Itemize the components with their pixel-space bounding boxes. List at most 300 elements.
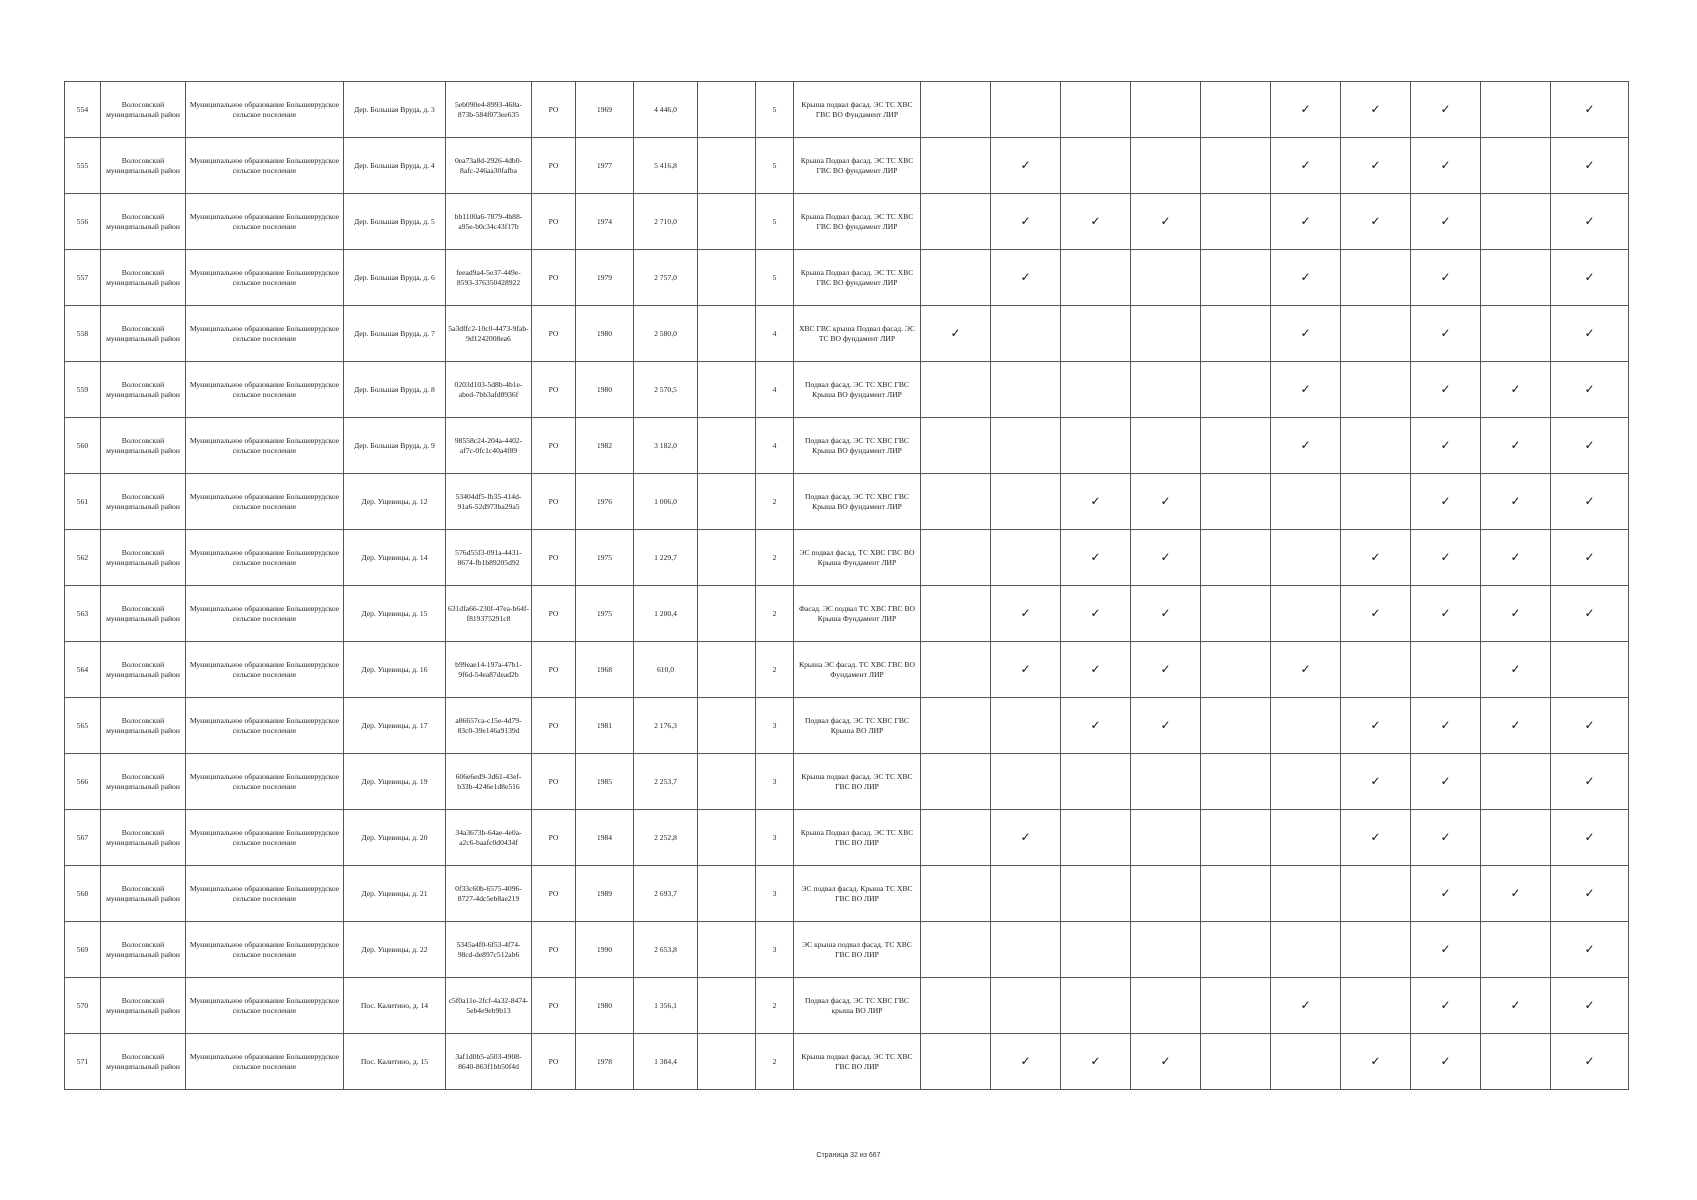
district-cell: Волосовский муниципальный район <box>101 138 186 194</box>
empty-check-cell <box>1481 306 1551 362</box>
empty-check-cell <box>1411 642 1481 698</box>
check-mark-icon: ✓ <box>1271 306 1341 362</box>
works-cell: Подвал фасад. ЭС ТС ХВС ГВС Крыша ВО ЛИР <box>794 698 921 754</box>
type-cell: РО <box>532 698 576 754</box>
empty-check-cell <box>991 82 1061 138</box>
check-mark-icon: ✓ <box>1341 698 1411 754</box>
empty-cell <box>698 754 756 810</box>
empty-check-cell <box>921 810 991 866</box>
type-cell: РО <box>532 810 576 866</box>
table-row <box>65 1034 1629 1090</box>
guid-cell: 98558c24-204a-4402-af7c-0fc1c40a4f89 <box>446 418 532 474</box>
empty-check-cell <box>1341 362 1411 418</box>
empty-check-cell <box>991 418 1061 474</box>
guid-cell: 3af1d0b5-a503-4908-8640-863f1bb50f4d <box>446 1034 532 1090</box>
empty-cell <box>698 866 756 922</box>
empty-check-cell <box>1061 978 1131 1034</box>
check-mark-icon: ✓ <box>1481 978 1551 1034</box>
type-cell: РО <box>532 250 576 306</box>
district-cell: Волосовский муниципальный район <box>101 194 186 250</box>
row-number: 554 <box>65 82 101 138</box>
check-mark-icon: ✓ <box>1411 306 1481 362</box>
type-cell: РО <box>532 1034 576 1090</box>
district-cell: Волосовский муниципальный район <box>101 362 186 418</box>
district-cell: Волосовский муниципальный район <box>101 306 186 362</box>
year-cell: 1974 <box>576 194 634 250</box>
empty-check-cell <box>921 418 991 474</box>
check-mark-icon: ✓ <box>1551 866 1629 922</box>
check-mark-icon: ✓ <box>1271 82 1341 138</box>
check-mark-icon: ✓ <box>1411 474 1481 530</box>
row-number: 565 <box>65 698 101 754</box>
address-cell: Дер. Большая Вруда, д. 5 <box>344 194 446 250</box>
guid-cell: 576d55f3-091a-4431-8674-fb1b89205d92 <box>446 530 532 586</box>
guid-cell: b99eae14-197a-47b1-9f6d-54ea87dead2b <box>446 642 532 698</box>
check-mark-icon: ✓ <box>991 138 1061 194</box>
check-mark-icon: ✓ <box>1061 474 1131 530</box>
check-mark-icon: ✓ <box>1411 1034 1481 1090</box>
empty-check-cell <box>1131 754 1201 810</box>
district-cell: Волосовский муниципальный район <box>101 82 186 138</box>
empty-check-cell <box>1131 866 1201 922</box>
check-mark-icon: ✓ <box>1131 586 1201 642</box>
area-cell: 1 356,1 <box>634 978 698 1034</box>
area-cell: 2 580,0 <box>634 306 698 362</box>
works-cell: Подвал фасад. ЭС ТС ХВС ГВС Крыша ВО фундамент ЛИР <box>794 418 921 474</box>
address-cell: Дер. Большая Вруда, д. 9 <box>344 418 446 474</box>
municipality-cell: Муниципальное образование Большеврудское сельское поселение <box>186 698 344 754</box>
table-row <box>65 530 1629 586</box>
guid-cell: 5a3dffc2-10c0-4473-9fab-9d1242008ea6 <box>446 306 532 362</box>
row-number: 557 <box>65 250 101 306</box>
address-cell: Дер. Большая Вруда, д. 8 <box>344 362 446 418</box>
table-row <box>65 362 1629 418</box>
empty-check-cell <box>1061 362 1131 418</box>
area-cell: 3 182,0 <box>634 418 698 474</box>
empty-check-cell <box>991 754 1061 810</box>
floors-cell: 2 <box>756 978 794 1034</box>
works-cell: Крыша Подвал фасад. ЭС ТС ХВС ГВС ВО фундамент ЛИР <box>794 194 921 250</box>
empty-cell <box>698 82 756 138</box>
empty-cell <box>698 194 756 250</box>
floors-cell: 4 <box>756 362 794 418</box>
year-cell: 1969 <box>576 82 634 138</box>
check-mark-icon: ✓ <box>1341 82 1411 138</box>
empty-check-cell <box>991 698 1061 754</box>
empty-check-cell <box>1481 82 1551 138</box>
check-mark-icon: ✓ <box>1551 82 1629 138</box>
municipality-cell: Муниципальное образование Большеврудское сельское поселение <box>186 418 344 474</box>
address-cell: Дер. Большая Вруда, д. 6 <box>344 250 446 306</box>
year-cell: 1981 <box>576 698 634 754</box>
empty-check-cell <box>921 586 991 642</box>
area-cell: 2 693,7 <box>634 866 698 922</box>
check-mark-icon: ✓ <box>1411 194 1481 250</box>
year-cell: 1968 <box>576 642 634 698</box>
area-cell: 1 006,0 <box>634 474 698 530</box>
empty-cell <box>698 810 756 866</box>
empty-check-cell <box>921 474 991 530</box>
row-number: 567 <box>65 810 101 866</box>
empty-check-cell <box>1201 978 1271 1034</box>
empty-check-cell <box>1271 866 1341 922</box>
municipality-cell: Муниципальное образование Большеврудское сельское поселение <box>186 586 344 642</box>
check-mark-icon: ✓ <box>1341 754 1411 810</box>
empty-check-cell <box>1481 194 1551 250</box>
row-number: 562 <box>65 530 101 586</box>
municipality-cell: Муниципальное образование Большеврудское сельское поселение <box>186 866 344 922</box>
municipality-cell: Муниципальное образование Большеврудское сельское поселение <box>186 194 344 250</box>
empty-check-cell <box>991 362 1061 418</box>
check-mark-icon: ✓ <box>991 1034 1061 1090</box>
check-mark-icon: ✓ <box>1061 194 1131 250</box>
check-mark-icon: ✓ <box>1411 362 1481 418</box>
year-cell: 1980 <box>576 978 634 1034</box>
floors-cell: 4 <box>756 306 794 362</box>
guid-cell: a86657ca-c15e-4d79-83c0-39e146a9139d <box>446 698 532 754</box>
year-cell: 1984 <box>576 810 634 866</box>
guid-cell: 606e6ed9-3d61-43ef-b33b-4246e1d8e516 <box>446 754 532 810</box>
check-mark-icon: ✓ <box>1341 810 1411 866</box>
address-cell: Дер. Ущевицы, д. 12 <box>344 474 446 530</box>
area-cell: 2 757,0 <box>634 250 698 306</box>
district-cell: Волосовский муниципальный район <box>101 754 186 810</box>
empty-check-cell <box>1341 978 1411 1034</box>
type-cell: РО <box>532 530 576 586</box>
check-mark-icon: ✓ <box>1271 978 1341 1034</box>
check-mark-icon: ✓ <box>1131 698 1201 754</box>
empty-cell <box>698 978 756 1034</box>
empty-cell <box>698 362 756 418</box>
table-row <box>65 978 1629 1034</box>
municipality-cell: Муниципальное образование Большеврудское сельское поселение <box>186 474 344 530</box>
row-number: 570 <box>65 978 101 1034</box>
empty-check-cell <box>1201 1034 1271 1090</box>
check-mark-icon: ✓ <box>1411 138 1481 194</box>
empty-check-cell <box>1131 922 1201 978</box>
type-cell: РО <box>532 418 576 474</box>
check-mark-icon: ✓ <box>1271 418 1341 474</box>
year-cell: 1985 <box>576 754 634 810</box>
row-number: 569 <box>65 922 101 978</box>
empty-check-cell <box>1061 250 1131 306</box>
empty-check-cell <box>1271 810 1341 866</box>
empty-cell <box>698 418 756 474</box>
address-cell: Дер. Ущевицы, д. 20 <box>344 810 446 866</box>
empty-check-cell <box>1271 754 1341 810</box>
empty-check-cell <box>921 866 991 922</box>
municipality-cell: Муниципальное образование Большеврудское сельское поселение <box>186 82 344 138</box>
check-mark-icon: ✓ <box>1411 82 1481 138</box>
table-row <box>65 194 1629 250</box>
check-mark-icon: ✓ <box>1481 474 1551 530</box>
area-cell: 1 200,4 <box>634 586 698 642</box>
empty-check-cell <box>1201 138 1271 194</box>
empty-check-cell <box>1061 306 1131 362</box>
check-mark-icon: ✓ <box>1551 810 1629 866</box>
check-mark-icon: ✓ <box>1411 418 1481 474</box>
check-mark-icon: ✓ <box>1061 586 1131 642</box>
empty-check-cell <box>1061 866 1131 922</box>
works-cell: Крыша Подвал фасад. ЭС ТС ХВС ГВС ВО фундамент ЛИР <box>794 138 921 194</box>
empty-check-cell <box>1201 642 1271 698</box>
empty-check-cell <box>1201 586 1271 642</box>
empty-check-cell <box>1271 698 1341 754</box>
empty-check-cell <box>1201 474 1271 530</box>
empty-check-cell <box>921 922 991 978</box>
type-cell: РО <box>532 306 576 362</box>
empty-check-cell <box>1201 82 1271 138</box>
district-cell: Волосовский муниципальный район <box>101 586 186 642</box>
municipality-cell: Муниципальное образование Большеврудское сельское поселение <box>186 138 344 194</box>
year-cell: 1979 <box>576 250 634 306</box>
empty-check-cell <box>1481 1034 1551 1090</box>
empty-check-cell <box>1061 754 1131 810</box>
empty-check-cell <box>1131 418 1201 474</box>
table-row <box>65 754 1629 810</box>
empty-check-cell <box>1131 810 1201 866</box>
check-mark-icon: ✓ <box>1551 250 1629 306</box>
check-mark-icon: ✓ <box>991 194 1061 250</box>
floors-cell: 3 <box>756 810 794 866</box>
check-mark-icon: ✓ <box>1481 698 1551 754</box>
works-cell: Фасад. ЭС подвал ТС ХВС ГВС ВО Крыша Фундамент ЛИР <box>794 586 921 642</box>
municipality-cell: Муниципальное образование Большеврудское сельское поселение <box>186 642 344 698</box>
check-mark-icon: ✓ <box>1411 922 1481 978</box>
district-cell: Волосовский муниципальный район <box>101 698 186 754</box>
empty-check-cell <box>1061 922 1131 978</box>
row-number: 566 <box>65 754 101 810</box>
check-mark-icon: ✓ <box>1481 642 1551 698</box>
check-mark-icon: ✓ <box>991 586 1061 642</box>
municipality-cell: Муниципальное образование Большеврудское сельское поселение <box>186 362 344 418</box>
check-mark-icon: ✓ <box>1271 642 1341 698</box>
check-mark-icon: ✓ <box>1341 1034 1411 1090</box>
area-cell: 2 253,7 <box>634 754 698 810</box>
district-cell: Волосовский муниципальный район <box>101 1034 186 1090</box>
check-mark-icon: ✓ <box>1061 1034 1131 1090</box>
empty-check-cell <box>921 530 991 586</box>
check-mark-icon: ✓ <box>1131 530 1201 586</box>
empty-check-cell <box>1201 866 1271 922</box>
empty-check-cell <box>1481 250 1551 306</box>
row-number: 556 <box>65 194 101 250</box>
table-row <box>65 82 1629 138</box>
municipality-cell: Муниципальное образование Большеврудское сельское поселение <box>186 978 344 1034</box>
guid-cell: 0f33c60b-6575-4096-8727-4dc5eb8ae219 <box>446 866 532 922</box>
empty-check-cell <box>1061 810 1131 866</box>
empty-check-cell <box>991 922 1061 978</box>
row-number: 561 <box>65 474 101 530</box>
floors-cell: 3 <box>756 922 794 978</box>
floors-cell: 4 <box>756 418 794 474</box>
area-cell: 1 229,7 <box>634 530 698 586</box>
works-cell: Крыша подвал фасад. ЭС ТС ХВС ГВС ВО ЛИР <box>794 1034 921 1090</box>
check-mark-icon: ✓ <box>1341 194 1411 250</box>
empty-check-cell <box>1341 418 1411 474</box>
empty-cell <box>698 1034 756 1090</box>
guid-cell: 5eb090e4-8993-468a-873b-584f073ee635 <box>446 82 532 138</box>
empty-check-cell <box>991 530 1061 586</box>
check-mark-icon: ✓ <box>1061 642 1131 698</box>
district-cell: Волосовский муниципальный район <box>101 418 186 474</box>
type-cell: РО <box>532 362 576 418</box>
empty-cell <box>698 474 756 530</box>
address-cell: Дер. Большая Вруда, д. 7 <box>344 306 446 362</box>
year-cell: 1980 <box>576 362 634 418</box>
empty-check-cell <box>1271 530 1341 586</box>
empty-check-cell <box>1481 754 1551 810</box>
year-cell: 1977 <box>576 138 634 194</box>
empty-check-cell <box>921 1034 991 1090</box>
year-cell: 1990 <box>576 922 634 978</box>
table-row <box>65 642 1629 698</box>
municipality-cell: Муниципальное образование Большеврудское сельское поселение <box>186 922 344 978</box>
empty-cell <box>698 922 756 978</box>
empty-check-cell <box>1551 642 1629 698</box>
works-cell: Крыша подвал фасад. ЭС ТС ХВС ГВС ВО Фундамент ЛИР <box>794 82 921 138</box>
check-mark-icon: ✓ <box>1411 698 1481 754</box>
area-cell: 5 416,8 <box>634 138 698 194</box>
works-cell: Подвал фасад. ЭС ТС ХВС ГВС Крыша ВО фундамент ЛИР <box>794 362 921 418</box>
empty-check-cell <box>1341 474 1411 530</box>
year-cell: 1980 <box>576 306 634 362</box>
empty-check-cell <box>921 250 991 306</box>
floors-cell: 5 <box>756 250 794 306</box>
check-mark-icon: ✓ <box>991 810 1061 866</box>
check-mark-icon: ✓ <box>1271 250 1341 306</box>
check-mark-icon: ✓ <box>1551 138 1629 194</box>
empty-check-cell <box>1201 418 1271 474</box>
year-cell: 1975 <box>576 586 634 642</box>
type-cell: РО <box>532 474 576 530</box>
row-number: 555 <box>65 138 101 194</box>
district-cell: Волосовский муниципальный район <box>101 474 186 530</box>
table-row <box>65 306 1629 362</box>
area-cell: 4 446,0 <box>634 82 698 138</box>
empty-cell <box>698 306 756 362</box>
check-mark-icon: ✓ <box>1131 1034 1201 1090</box>
empty-cell <box>698 586 756 642</box>
check-mark-icon: ✓ <box>991 250 1061 306</box>
type-cell: РО <box>532 586 576 642</box>
check-mark-icon: ✓ <box>1551 922 1629 978</box>
empty-cell <box>698 530 756 586</box>
empty-check-cell <box>991 474 1061 530</box>
check-mark-icon: ✓ <box>1061 698 1131 754</box>
area-cell: 2 710,0 <box>634 194 698 250</box>
empty-check-cell <box>921 754 991 810</box>
empty-check-cell <box>1201 250 1271 306</box>
empty-check-cell <box>1271 1034 1341 1090</box>
address-cell: Дер. Большая Вруда, д. 3 <box>344 82 446 138</box>
check-mark-icon: ✓ <box>1481 586 1551 642</box>
works-cell: Крыша ЭС фасад. ТС ХВС ГВС ВО Фундамент ЛИР <box>794 642 921 698</box>
guid-cell: bb1100a6-7879-4b88-a95e-b0c34c43f17b <box>446 194 532 250</box>
district-cell: Волосовский муниципальный район <box>101 866 186 922</box>
guid-cell: 631dfa66-230f-47ea-b64f-f819375291c8 <box>446 586 532 642</box>
address-cell: Дер. Большая Вруда, д. 4 <box>344 138 446 194</box>
empty-check-cell <box>991 978 1061 1034</box>
address-cell: Пос. Калитино, д. 14 <box>344 978 446 1034</box>
floors-cell: 2 <box>756 530 794 586</box>
district-cell: Волосовский муниципальный район <box>101 810 186 866</box>
check-mark-icon: ✓ <box>1551 698 1629 754</box>
empty-check-cell <box>1201 698 1271 754</box>
check-mark-icon: ✓ <box>1341 586 1411 642</box>
row-number: 563 <box>65 586 101 642</box>
check-mark-icon: ✓ <box>1131 474 1201 530</box>
check-mark-icon: ✓ <box>991 642 1061 698</box>
address-cell: Дер. Ущевицы, д. 14 <box>344 530 446 586</box>
type-cell: РО <box>532 866 576 922</box>
empty-check-cell <box>1061 82 1131 138</box>
row-number: 558 <box>65 306 101 362</box>
check-mark-icon: ✓ <box>1551 530 1629 586</box>
type-cell: РО <box>532 82 576 138</box>
area-cell: 2 176,3 <box>634 698 698 754</box>
floors-cell: 3 <box>756 698 794 754</box>
area-cell: 2 653,8 <box>634 922 698 978</box>
check-mark-icon: ✓ <box>1341 138 1411 194</box>
empty-check-cell <box>1481 810 1551 866</box>
empty-check-cell <box>1201 754 1271 810</box>
check-mark-icon: ✓ <box>1411 754 1481 810</box>
floors-cell: 3 <box>756 866 794 922</box>
works-cell: Крыша подвал фасад. ЭС ТС ХВС ГВС ВО ЛИР <box>794 754 921 810</box>
check-mark-icon: ✓ <box>1411 810 1481 866</box>
address-cell: Пос. Калитино, д. 15 <box>344 1034 446 1090</box>
empty-check-cell <box>1131 138 1201 194</box>
empty-check-cell <box>1201 922 1271 978</box>
table-row <box>65 250 1629 306</box>
district-cell: Волосовский муниципальный район <box>101 642 186 698</box>
floors-cell: 2 <box>756 474 794 530</box>
check-mark-icon: ✓ <box>1411 250 1481 306</box>
table-row <box>65 810 1629 866</box>
empty-check-cell <box>1271 586 1341 642</box>
guid-cell: feead9a4-5e37-449e-8593-376350428922 <box>446 250 532 306</box>
check-mark-icon: ✓ <box>1131 194 1201 250</box>
address-cell: Дер. Ущевицы, д. 21 <box>344 866 446 922</box>
check-mark-icon: ✓ <box>1551 306 1629 362</box>
table-row <box>65 474 1629 530</box>
empty-check-cell <box>1201 362 1271 418</box>
row-number: 564 <box>65 642 101 698</box>
empty-check-cell <box>1131 82 1201 138</box>
empty-check-cell <box>1061 138 1131 194</box>
works-cell: ЭС подвал фасад. ТС ХВС ГВС ВО Крыша Фундамент ЛИР <box>794 530 921 586</box>
type-cell: РО <box>532 138 576 194</box>
empty-cell <box>698 138 756 194</box>
type-cell: РО <box>532 754 576 810</box>
address-cell: Дер. Ущевицы, д. 22 <box>344 922 446 978</box>
empty-cell <box>698 250 756 306</box>
works-cell: Крыша Подвал фасад. ЭС ТС ХВС ГВС ВО ЛИР <box>794 810 921 866</box>
municipality-cell: Муниципальное образование Большеврудское сельское поселение <box>186 754 344 810</box>
works-cell: Крыша Подвал фасад. ЭС ТС ХВС ГВС ВО фундамент ЛИР <box>794 250 921 306</box>
empty-check-cell <box>1271 922 1341 978</box>
empty-check-cell <box>921 82 991 138</box>
check-mark-icon: ✓ <box>1551 362 1629 418</box>
empty-check-cell <box>921 698 991 754</box>
year-cell: 1975 <box>576 530 634 586</box>
empty-check-cell <box>921 194 991 250</box>
type-cell: РО <box>532 978 576 1034</box>
floors-cell: 2 <box>756 642 794 698</box>
empty-check-cell <box>1341 306 1411 362</box>
table-row <box>65 698 1629 754</box>
